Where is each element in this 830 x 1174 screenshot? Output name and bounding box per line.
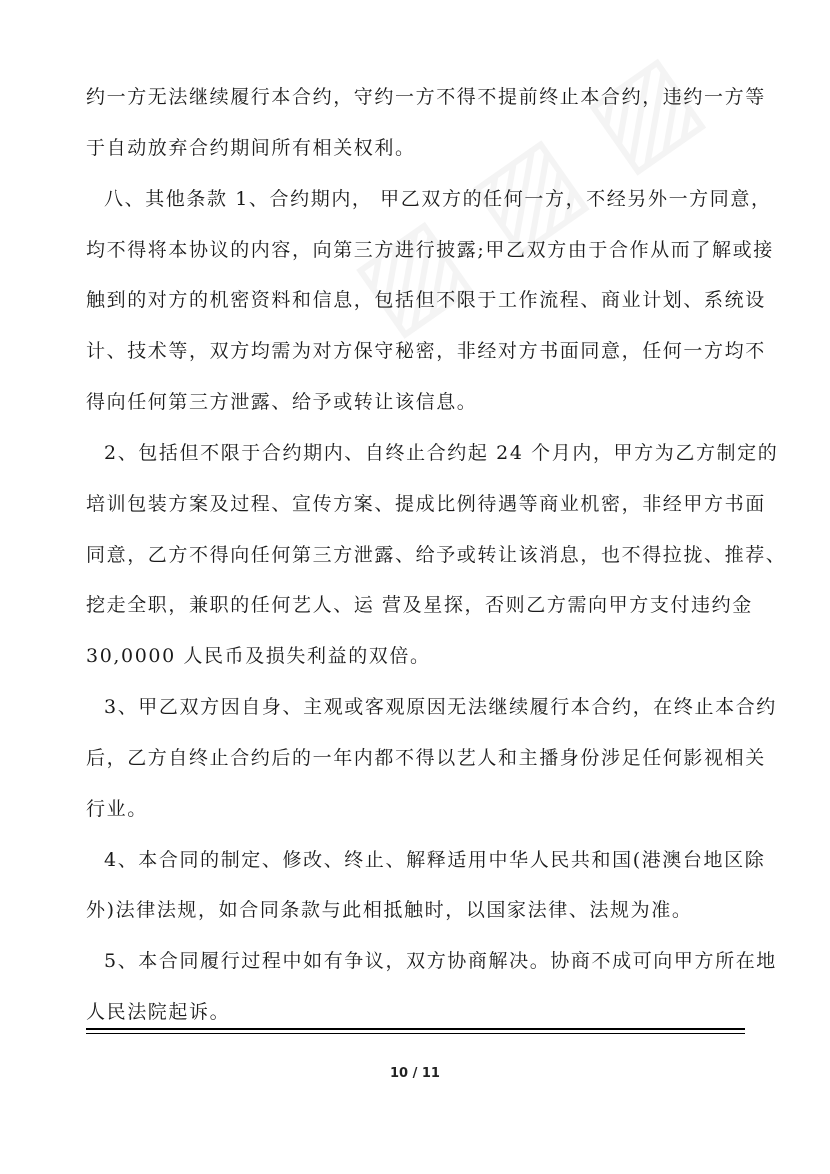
body-line: 八、其他条款 1、合约期内， 甲乙双方的任何一方，不经另外一方同意， xyxy=(104,188,772,210)
footer-rule-thin xyxy=(86,1033,745,1034)
body-line: 外)法律法规，如合同条款与此相抵触时，以国家法律、法规为准。 xyxy=(86,899,693,921)
body-line: 于自动放弃合约期间所有相关权利。 xyxy=(86,137,416,159)
body-line: 2、包括但不限于合约期内、自终止合约起 24 个月内，甲方为乙方制定的 xyxy=(104,442,779,464)
footer-rule-thick xyxy=(86,1028,745,1030)
body-line: 4、本合同的制定、修改、终止、解释适用中华人民共和国(港澳台地区除 xyxy=(104,849,766,871)
body-line: 3、甲乙双方因自身、主观或客观原因无法继续履行本合约，在终止本合约 xyxy=(104,696,777,718)
body-line: 人民法院起诉。 xyxy=(86,1001,231,1023)
body-line: 培训包装方案及过程、宣传方案、提成比例待遇等商业机密，非经甲方书面 xyxy=(86,493,766,515)
body-line: 均不得将本协议的内容，向第三方进行披露;甲乙双方由于合作从而了解或接 xyxy=(86,239,774,261)
body-line: 得向任何第三方泄露、给予或转让该信息。 xyxy=(86,391,478,413)
body-line: 同意，乙方不得向任何第三方泄露、给予或转让该消息，也不得拉拢、推荐、 xyxy=(86,544,787,566)
body-line: 行业。 xyxy=(86,798,148,820)
body-line: 5、本合同履行过程中如有争议，双方协商解决。协商不成可向甲方所在地 xyxy=(104,950,777,972)
body-line: 挖走全职，兼职的任何艺人、运 营及星探，否则乙方需向甲方支付违约金 xyxy=(86,594,753,616)
page-number: 10 / 11 xyxy=(390,1066,440,1081)
body-line: 30,0000 人民币及损失利益的双倍。 xyxy=(86,645,431,667)
body-line: 约一方无法继续履行本合约，守约一方不得不提前终止本合约，违约一方等 xyxy=(86,86,766,108)
body-line: 计、技术等，双方均需为对方保守秘密，非经对方书面同意，任何一方均不 xyxy=(86,340,766,362)
body-line: 触到的对方的机密资料和信息，包括但不限于工作流程、商业计划、系统设 xyxy=(86,289,766,311)
body-line: 后，乙方自终止合约后的一年内都不得以艺人和主播身份涉足任何影视相关 xyxy=(86,747,766,769)
